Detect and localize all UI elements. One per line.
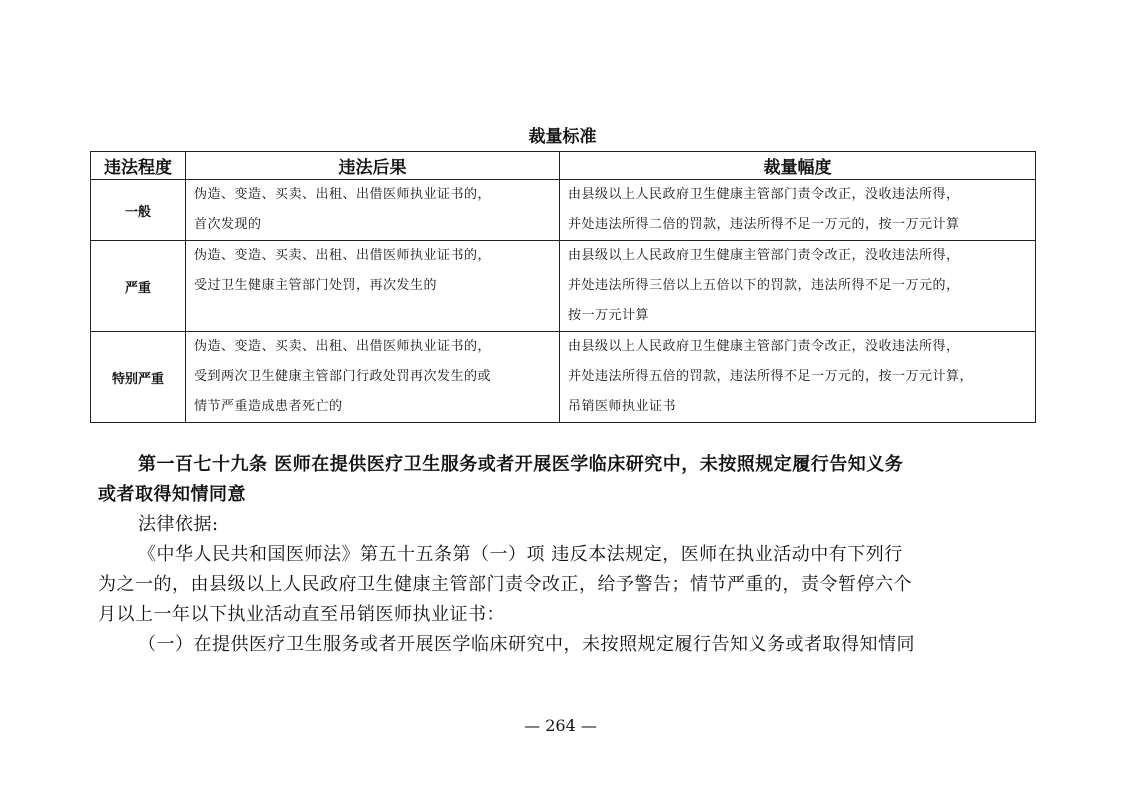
law-item-line: （一）在提供医疗卫生服务或者开展医学临床研究中，未按照规定履行告知义务或者取得知情同	[138, 634, 915, 655]
legal-basis-label: 法律依据:	[138, 514, 219, 535]
heading-line: 第一百七十九条 医师在提供医疗卫生服务或者开展医学临床研究中，未按照规定履行告知义务	[138, 454, 904, 475]
row-discretion	[560, 241, 1036, 332]
row-consequence	[186, 241, 560, 332]
text-line: 伪造、变造、买卖、出租、出借医师执业证书的，	[194, 339, 492, 354]
page-number: — 264 —	[524, 716, 597, 735]
row-level: 特别严重	[91, 332, 186, 423]
row-consequence	[186, 180, 560, 241]
text-line: 伪造、变造、买卖、出租、出借医师执业证书的，	[194, 187, 492, 202]
law-paragraph-line: 《中华人民共和国医师法》第五十五条第（一）项 违反本法规定，医师在执业活动中有下列行	[138, 544, 903, 565]
text-line: 伪造、变造、买卖、出租、出借医师执业证书的，	[194, 248, 492, 263]
header-violation-consequence: 违法后果	[186, 152, 560, 180]
text-line: 吊销医师执业证书	[568, 399, 677, 414]
law-paragraph-line: 为之一的，由县级以上人民政府卫生健康主管部门责令改正，给予警告；情节严重的，责令暂停六个	[98, 574, 912, 595]
text-line: 受过卫生健康主管部门处罚，再次发生的	[194, 278, 438, 293]
text-line: 由县级以上人民政府卫生健康主管部门责令改正，没收违法所得，	[568, 339, 960, 354]
text-line: 并处违法所得三倍以上五倍以下的罚款，违法所得不足一万元的，	[568, 278, 960, 293]
row-level: 严重	[91, 241, 186, 332]
text-line: 按一万元计算	[568, 308, 650, 323]
table-row	[91, 180, 1036, 241]
row-consequence	[186, 332, 560, 423]
heading-line: 或者取得知情同意	[98, 484, 246, 505]
discretion-standard-table	[90, 151, 1036, 423]
header-discretion-range: 裁量幅度	[560, 152, 1036, 180]
text-line: 由县级以上人民政府卫生健康主管部门责令改正，没收违法所得，	[568, 187, 960, 202]
text-line: 首次发现的	[194, 217, 262, 232]
row-level: 一般	[91, 180, 186, 241]
table-caption: 裁量标准	[528, 127, 597, 147]
header-violation-degree: 违法程度	[91, 152, 186, 180]
row-discretion	[560, 332, 1036, 423]
text-line: 情节严重造成患者死亡的	[194, 399, 343, 414]
table-row	[91, 332, 1036, 423]
text-line: 由县级以上人民政府卫生健康主管部门责令改正，没收违法所得，	[568, 248, 960, 263]
table-row	[91, 241, 1036, 332]
table-header-row	[91, 152, 1036, 180]
text-line: 受到两次卫生健康主管部门行政处罚再次发生的或	[194, 369, 492, 384]
text-line: 并处违法所得五倍的罚款，违法所得不足一万元的，按一万元计算，	[568, 369, 974, 384]
text-line: 并处违法所得二倍的罚款，违法所得不足一万元的，按一万元计算	[568, 217, 960, 232]
row-discretion	[560, 180, 1036, 241]
law-paragraph-line: 月以上一年以下执业活动直至吊销医师执业证书：	[98, 604, 505, 625]
article-heading	[98, 450, 1038, 510]
